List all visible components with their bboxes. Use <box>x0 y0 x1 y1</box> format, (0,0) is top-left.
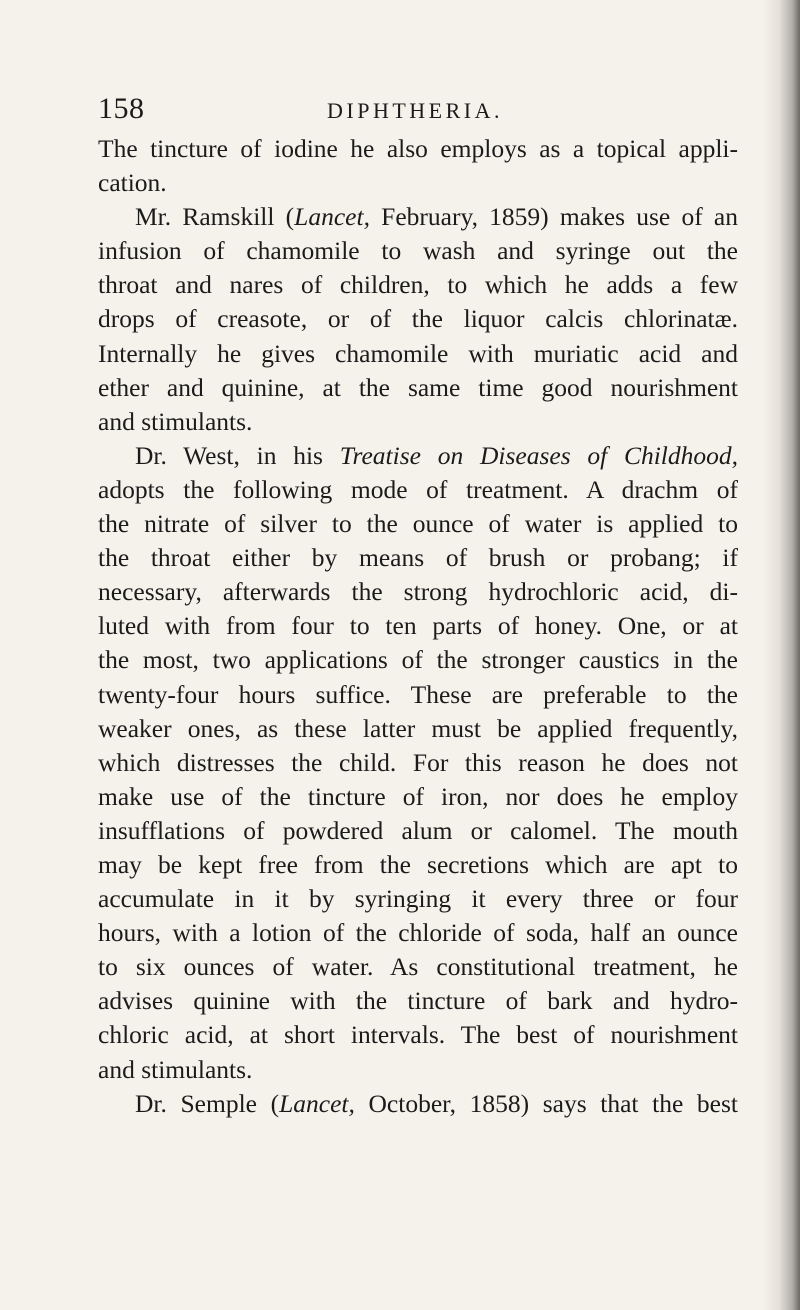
text-line <box>98 439 738 473</box>
page-edge-shadow <box>762 0 800 1310</box>
text-line: to six ounces of water. As constitutional treatment, he <box>98 952 738 982</box>
text-span: Dr. Semple ( <box>135 1088 280 1118</box>
text-line: which distresses the child. For this reason he does not <box>98 747 738 777</box>
text-line: the throat either by means of brush or probang; if <box>98 543 738 573</box>
text-span: Dr. West, in his <box>135 440 340 470</box>
body-text <box>98 132 738 1121</box>
text-span: October, 1858) says that the best <box>354 1088 738 1118</box>
text-line: chloric acid, at short intervals. The best of nourishment <box>98 1020 738 1050</box>
text-line: hours, with a lotion of the chloride of soda, half an ounce <box>98 918 738 948</box>
text-line: adopts the following mode of treatment. A drachm of <box>98 474 738 504</box>
page-header <box>0 92 800 132</box>
text-line: accumulate in it by syringing it every three or four <box>98 884 738 914</box>
book-title-italic: Treatise on Diseases of Childhood, <box>339 440 738 470</box>
text-line: make use of the tincture of iron, nor does he employ <box>98 781 738 811</box>
text-line: throat and nares of children, to which he adds a few <box>98 270 738 300</box>
text-span: Mr. Ramskill ( <box>135 202 295 232</box>
text-line: the most, two applications of the stronger caustics in the <box>98 645 738 675</box>
text-line: Internally he gives chamomile with muriatic acid and <box>98 338 738 368</box>
page-number: 158 <box>98 92 145 125</box>
text-line <box>98 1087 738 1121</box>
text-line: The tincture of iodine he also employs as a topical appli- <box>98 134 738 163</box>
running-head: DIPHTHERIA. <box>327 98 503 123</box>
text-line: infusion of chamomile to wash and syringe out the <box>98 236 738 266</box>
text-line: weaker ones, as these latter must be applied frequently, <box>98 713 738 743</box>
text-line <box>98 200 738 234</box>
text-line: and stimulants. <box>98 406 253 436</box>
citation-italic: Lancet, <box>279 1088 355 1118</box>
text-line: and stimulants. <box>98 1054 253 1084</box>
text-line: ether and quinine, at the same time good nourishment <box>98 372 738 402</box>
text-line: may be kept free from the secretions which are apt to <box>98 849 738 879</box>
text-line: necessary, afterwards the strong hydrochloric acid, di- <box>98 577 738 607</box>
text-line: cation. <box>98 168 167 198</box>
text-line: advises quinine with the tincture of bark and hydro- <box>98 986 738 1016</box>
text-line: the nitrate of silver to the ounce of water is applied to <box>98 509 738 539</box>
text-line: drops of creasote, or of the liquor calcis chlorinatæ. <box>98 304 738 334</box>
text-line: twenty-four hours suffice. These are preferable to the <box>98 679 738 709</box>
text-line: luted with from four to ten parts of honey. One, or at <box>98 611 738 641</box>
citation-italic: Lancet, <box>294 202 370 232</box>
text-line: insufflations of powdered alum or calomel. The mouth <box>98 815 738 845</box>
text-span: February, 1859) makes use of an <box>369 202 738 232</box>
